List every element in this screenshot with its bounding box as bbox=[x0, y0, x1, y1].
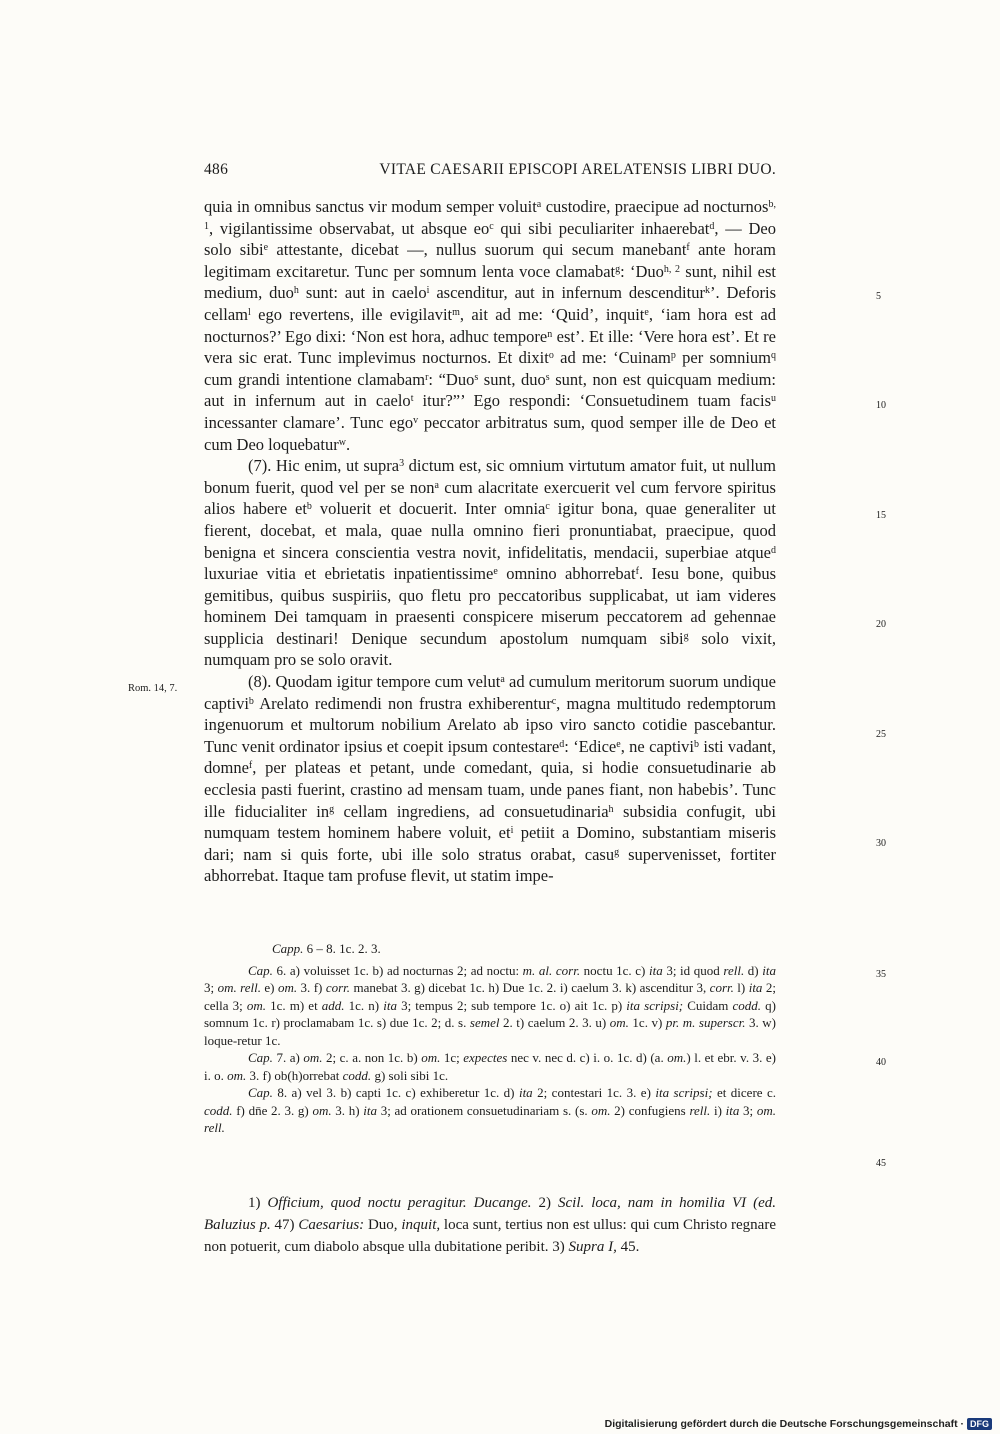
line-number-5: 5 bbox=[876, 291, 881, 302]
line-number-15: 15 bbox=[876, 510, 886, 521]
main-text bbox=[204, 196, 776, 887]
apparatus-cap-6: Cap. 6. a) voluisset 1c. b) ad nocturnas 2; ad noctu: m. al. corr. noctu 1c. c) ita 3; id quod rell. d) ita 3; om. rell. e) om. 3. f) corr. manebat 3. g) dicebat 1c. h) Due 1c. 2. i) caelum 3. k) ascenditur 3, corr. l) ita 2; cella 3; om. 1c. m) et add. 1c. n) ita 3; tempus 2; sub tempore 1c. o) ait 1c. p) ita scripsi; Cuidam codd. q) somnum 1c. r) proclamabam 1c. s) due 1c. 2; d. s. semel 2. t) caelum 2. 3. u) om. 1c. v) pr. m. superscr. 3. w) loque-retur 1c. bbox=[204, 962, 777, 1048]
paragraph-continued: quia in omnibus sanctus vir modum semper voluit$^a$ custodire, praecipue ad nocturnos$^{b, 1}$, vigilantissime observabat, ut absque $eo^c$ qui sibi peculiariter inhaerebat$^d$, — Deo solo sibi$^e$ attestante, dicebat —, nullus suorum qui secum manebant$^f$ ante horam legitimam excitaretur. Tunc per somnum lenta voce clamabat$^g$: ‘Duo$^{h, 2}$ sunt, nihil est medium, duo$^h$ sunt: aut in caelo$^i$ ascenditur, aut in infernum descenditur$^k$’. Deforis cellam$^l$ ego revertens, ille evigilavit$^m$, ait ad me: ‘Quid’, inquit$^e$, ‘iam hora est ad nocturnos?’ Ego dixi: ‘Non est hora, adhuc tempore$^n$ est’. Et ille: ‘Vere hora est’. Et re vera sic erat. Tunc implevimus nocturnos. Et dixit$^o$ ad me: ‘Cuinam$^p$ per somnium$^q$ cum grandi intentione clamabam$^r$: “Duo$^s$ sunt, duo$^s$ sunt, non est quicquam medium: aut in infernum aut in caelo$^t$ itur?”’ Ego respondi: ‘Consuetudinem tuam facis$^u$ incessanter clamare’. Tunc ego$^v$ peccator arbitratus sum, quod semper ille de Deo et cum Deo loquebatur$^w$. bbox=[204, 197, 777, 454]
page-header bbox=[204, 161, 776, 185]
critical-apparatus bbox=[204, 940, 776, 1137]
apparatus-cap-7: Cap. 7. a) om. 2; c. a. non 1c. b) om. 1c; expectes nec v. nec d. c) i. o. 1c. d) (a. om.) l. et ebr. v. 3. e) i. o. om. 3. f) ob(h)orrebat codd. g) soli sibi 1c. bbox=[204, 1050, 776, 1083]
page-number: 486 bbox=[204, 161, 229, 178]
apparatus-sources: Capp. 6 – 8. 1c. 2. 3. bbox=[272, 941, 381, 956]
line-number-25: 25 bbox=[876, 729, 886, 740]
line-number-35: 35 bbox=[876, 969, 886, 980]
footnotes bbox=[204, 1192, 776, 1258]
dfg-logo: DFG bbox=[967, 1418, 992, 1430]
credit-text: Digitalisierung gefördert durch die Deutsche Forschungsgemeinschaft · bbox=[604, 1418, 964, 1430]
line-number-10: 10 bbox=[876, 400, 886, 411]
footnote-text: 1) Officium, quod noctu peragitur. Ducange. 2) Scil. loca, nam in homilia VI (ed. Baluzius p. 47) Caesarius: Duo, inquit, loca sunt, tertius non est ullus: qui cum Christo regnare non potuerit, cum diabolo absque ulla dubitatione peribit. 3) Supra I, 45. bbox=[204, 1195, 777, 1255]
digitization-credit bbox=[605, 1416, 992, 1432]
running-title: VITAE CAESARII EPISCOPI ARELATENSIS LIBRI DUO. bbox=[379, 161, 776, 178]
line-number-30: 30 bbox=[876, 838, 886, 849]
line-number-45: 45 bbox=[876, 1158, 886, 1169]
apparatus-cap-8: Cap. 8. a) vel 3. b) capti 1c. c) exhiberetur 1c. d) ita 2; contestari 1c. 3. e) ita scripsi; et dicere c. codd. f) dn̄e 2. 3. g) om. 3. h) ita 3; ad orationem consuetudinariam s. (s. om. 2) confugiens rell. i) ita 3; om. rell. bbox=[204, 1085, 777, 1135]
margin-reference: Rom. 14, 7. bbox=[128, 683, 178, 694]
line-number-20: 20 bbox=[876, 619, 886, 630]
line-number-40: 40 bbox=[876, 1057, 886, 1068]
paragraph-7: (7). Hic enim, ut supra$^3$ dictum est, sic omnium virtutum amator fuit, ut nullum bonum fuerit, quod vel per se non$^a$ cum alacritate exercuerit vel cum fervore spiritus alios habere $et^b$ voluerit et docuerit. Inter omnia$^c$ igitur bona, quae generaliter ut fierent, docebat, et mala, quae nulla omnino fieri pronuntiabat, praecipue, quod benigna et sincera conscientia vestra novit, infidelitatis, mendacii, superbiae atque$^d$ luxuriae vitia et ebrietatis inpatientissime$^e$ omnino abhorrebat$^f$. Iesu bone, quibus gemitibus, quibus suspiriis, quo fletu pro peccatoribus supplicabat, ut iam videres hominem Dei tamquam in praesenti conspicere miserum peccatorem ad gehennae supplicia destinari! Denique secundum apostolum numquam sibi$^g$ solo vixit, numquam pro se solo oravit. bbox=[204, 456, 777, 670]
paragraph-8: (8). Quodam igitur tempore cum velut$^a$ ad cumulum meritorum suorum undique captivi$^b$ Arelato redimendi non frustra exhiberentur$^c$, magna multitudo redemptorum ingenuorum et multorum nobilium Arelato ab ipso viro sancto cotidie pascebantur. Tunc venit ordinator ipsius et coepit ipsum contestare$^d$: ‘Edice$^e$, ne captivi$^b$ isti vadant, domne$^f$, per plateas et petant, unde comedant, quia, si hodie consuetudinarie ab ecclesia pasti fuerint, crastino ad mensam tuam, unde panes fiant, non habebis’. Tunc ille fiducialiter $in^g$ cellam ingrediens, ad consuetudinaria$^h$ subsidia confugit, ubi numquam testem hominem habere voluit, $et^i$ petiit a Domino, substantiam miseris dari; nam si quis forte, ubi ille solo stratus orabat, casu$^g$ supervenisset, fortiter abhorrebat. Itaque tam profuse flevit, ut statim impe- bbox=[204, 672, 777, 886]
